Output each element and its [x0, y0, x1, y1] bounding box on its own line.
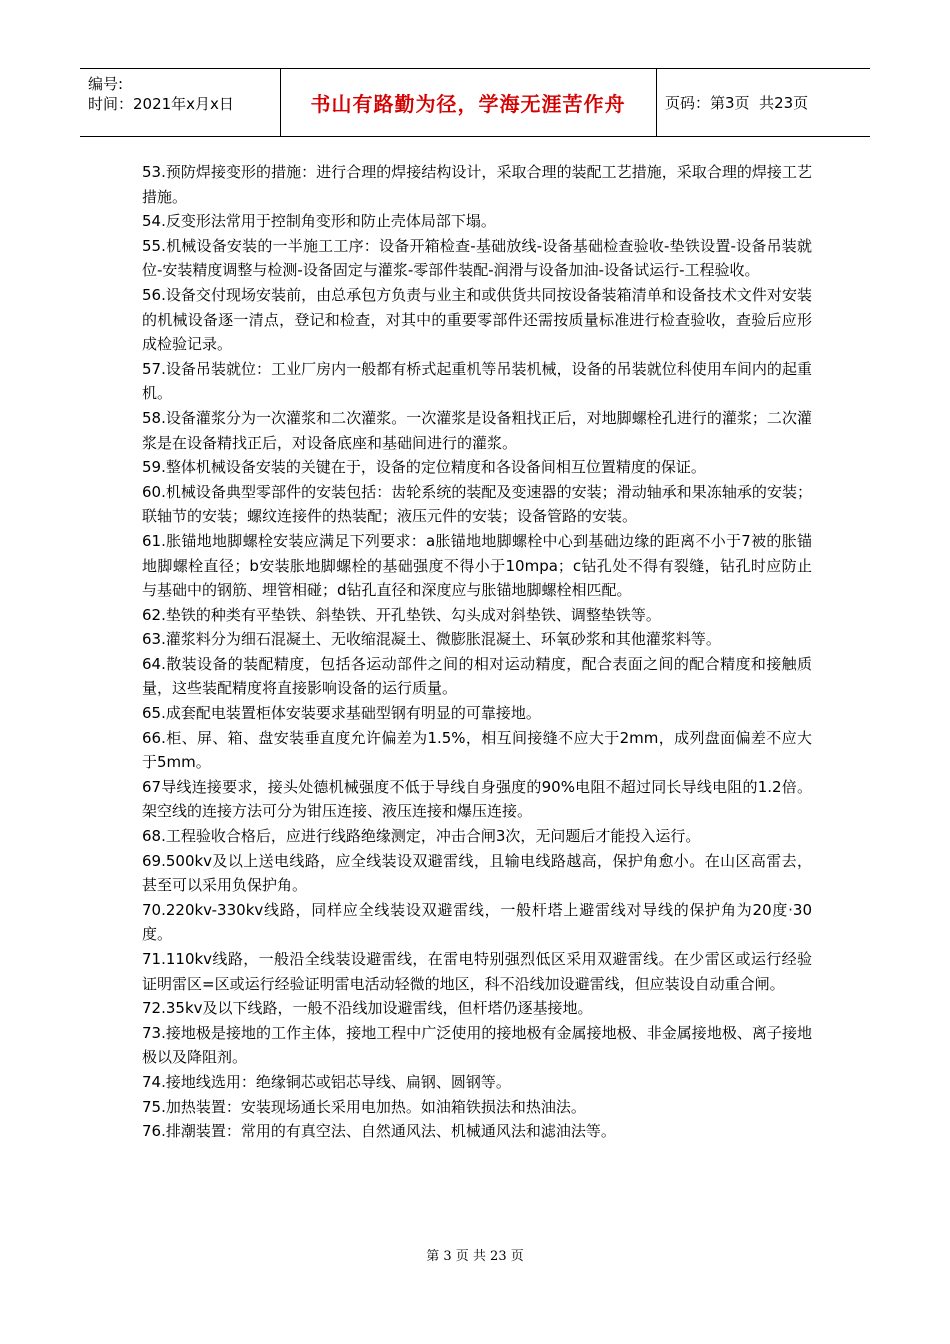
- paragraph-69: 69.500kv及以上送电线路，应全线装设双避雷线，且输电线路越高，保护角愈小。在山区高雷去，甚至可以采用负保护角。: [142, 851, 812, 895]
- paragraph-64: 64.散装设备的装配精度，包括各运动部件之间的相对运动精度，配合表面之间的配合精度和接触质量，这些装配精度将直接影响设备的运行质量。: [142, 654, 812, 698]
- paragraph-71: 71.110kv线路，一般沿全线装设避雷线，在雷电特别强烈低区采用双避雷线。在少雷区或运行经验证明雷区=区或运行经验证明雷电活动轻微的地区，科不沿线加设避雷线，但应装设自动重合闸。: [142, 950, 812, 993]
- paragraph-73: 73.接地极是接地的工作主体，接地工程中广泛使用的接地极有金属接地极、非金属接地极、离子接地极以及降阻剂。: [142, 1023, 812, 1067]
- paragraph-59: 59.整体机械设备安装的关键在于，设备的定位精度和各设备间相互位置精度的保证。: [142, 458, 706, 477]
- paragraph-56: 56.设备交付现场安装前，由总承包方负责与业主和或供货共同按设备装箱清单和设备技术文件对安装的机械设备逐一清点，登记和检查，对其中的重要零部件还需按质量标准进行检查验收，查验后应形成检验记录。: [142, 285, 812, 354]
- header-motto-cell: [280, 69, 657, 136]
- paragraph-67: 67导线连接要求，接头处德机械强度不低于导线自身强度的90%电阻不超过同长导线电阻的1.2倍。架空线的连接方法可分为钳压连接、液压连接和爆压连接。: [142, 777, 812, 821]
- header-motto: 书山有路勤为径，学海无涯苦作舟: [310, 92, 626, 116]
- page-header: [80, 68, 870, 137]
- header-meta-cell: [80, 69, 281, 136]
- header-page-info: 页码：第3页 共23页: [665, 94, 809, 112]
- paragraph-70: 70.220kv-330kv线路，同样应全线装设双避雷线，一般杆塔上避雷线对导线的保护角为20度·30度。: [142, 900, 812, 944]
- paragraph-68: 68.工程验收合格后，应进行线路绝缘测定，冲击合闸3次，无问题后才能投入运行。: [142, 827, 701, 846]
- paragraph-75: 75.加热装置：安装现场通长采用电加热。如油箱铁损法和热油法。: [142, 1097, 586, 1116]
- paragraph-54: 54.反变形法常用于控制角变形和防止壳体局部下塌。: [142, 212, 496, 231]
- header-page-cell: [657, 69, 870, 136]
- paragraph-60: 60.机械设备典型零部件的安装包括：齿轮系统的装配及变速器的安装；滑动轴承和果冻轴承的安装；联轴节的安装；螺纹连接件的热装配；液压元件的安装；设备管路的安装。: [142, 482, 812, 526]
- paragraph-72: 72.35kv及以下线路，一般不沿线加设避雷线，但杆塔仍逐基接地。: [142, 999, 593, 1018]
- paragraph-58: 58.设备灌浆分为一次灌浆和二次灌浆。一次灌浆是设备粗找正后，对地脚螺栓孔进行的灌浆；二次灌浆是在设备精找正后，对设备底座和基础间进行的灌浆。: [142, 408, 812, 452]
- paragraph-66: 66.柜、屏、箱、盘安装垂直度允许偏差为1.5%，相互间接缝不应大于2mm，成列盘面偏差不应大于5mm。: [142, 728, 812, 772]
- page-footer: 第 3 页 共 23 页: [426, 1249, 524, 1264]
- document-number-label: 编号:: [88, 75, 124, 93]
- paragraph-62: 62.垫铁的种类有平垫铁、斜垫铁、开孔垫铁、勾头成对斜垫铁、调整垫铁等。: [142, 605, 661, 624]
- paragraph-57: 57.设备吊装就位：工业厂房内一般都有桥式起重机等吊装机械，设备的吊装就位科使用车间内的起重机。: [142, 359, 812, 403]
- document-body: [142, 160, 812, 1144]
- paragraph-74: 74.接地线选用：绝缘铜芯或铝芯导线、扁钢、圆钢等。: [142, 1072, 511, 1091]
- paragraph-76: 76.排潮装置：常用的有真空法、自然通风法、机械通风法和滤油法等。: [142, 1122, 616, 1141]
- paragraph-61: 61.胀锚地地脚螺栓安装应满足下列要求：a胀锚地地脚螺栓中心到基础边缘的距离不小于7被的胀锚地脚螺栓直径；b安装胀地脚螺栓的基础强度不得小于10mpa；c钻孔处不得有裂缝，钻孔时应防止与基础中的钢筋、埋管相碰；d钻孔直径和深度应与胀锚地脚螺栓相匹配。: [142, 531, 812, 600]
- paragraph-55: 55.机械设备安装的一半施工工序：设备开箱检查-基础放线-设备基础检查验收-垫铁设置-设备吊装就位-安装精度调整与检测-设备固定与灌浆-零部件装配-润滑与设备加油-设备试运行-工程验收。: [142, 236, 812, 280]
- paragraph-53: 53.预防焊接变形的措施：进行合理的焊接结构设计，采取合理的装配工艺措施，采取合理的焊接工艺措施。: [142, 163, 812, 206]
- document-date-label: 时间：2021年x月x日: [88, 95, 234, 113]
- paragraph-63: 63.灌浆料分为细石混凝土、无收缩混凝土、微膨胀混凝土、环氧砂浆和其他灌浆料等。: [142, 630, 721, 649]
- paragraph-65: 65.成套配电装置柜体安装要求基础型钢有明显的可靠接地。: [142, 704, 541, 723]
